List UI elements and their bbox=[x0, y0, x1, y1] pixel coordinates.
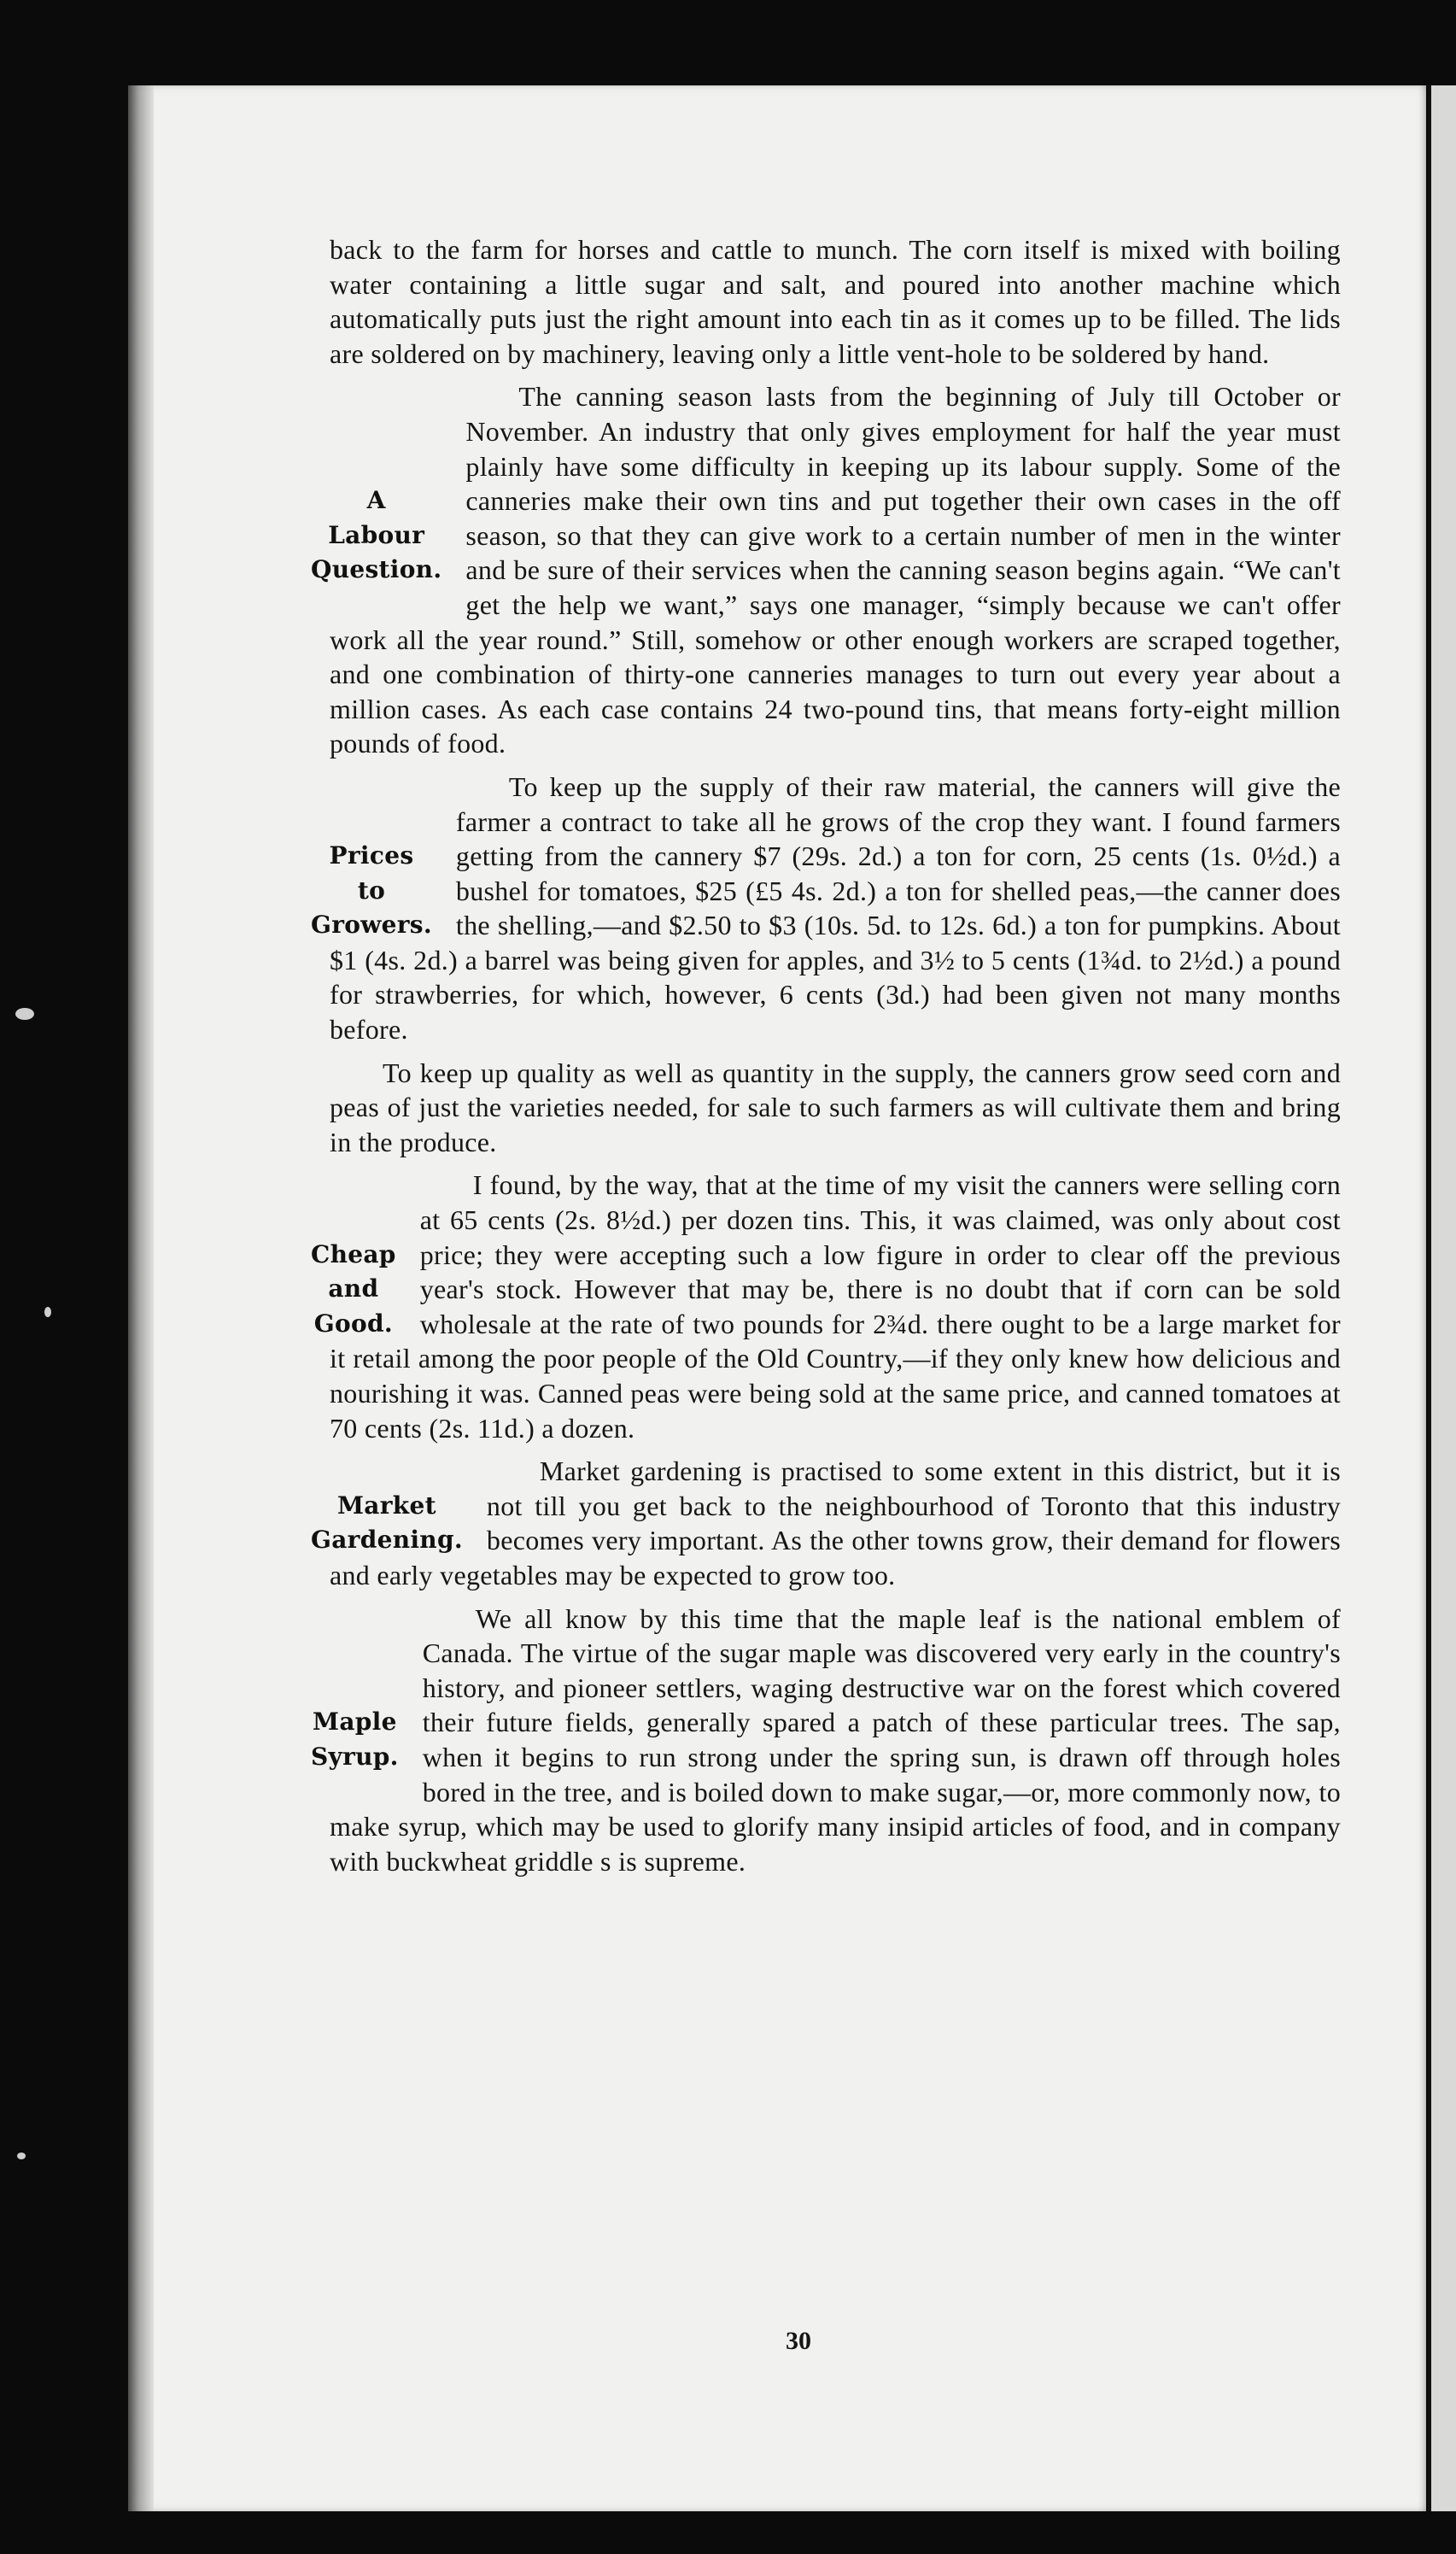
paragraph bbox=[311, 1454, 1341, 1592]
sidenote-market-gardening: Market Gardening. bbox=[311, 1491, 463, 1555]
page-binding-shadow bbox=[128, 85, 154, 2511]
sidenote-maple-syrup: Maple Syrup. bbox=[311, 1708, 399, 1771]
opposite-page-edge bbox=[1428, 85, 1456, 2511]
paragraph bbox=[311, 379, 1341, 761]
paragraph-text: The canning season lasts from the beginning of July till October or November. An industry that only gives employment for half the year must plainly have some difficulty in keeping up its labour supply. Some of the canneries make their own tins and put together their own cases in the off season, so that they can give work to a certain number of men in the winter and be sure of their services when the canning season begins again. “We can't get the help we want,” says one manager, “simply because we can't offer work all the year round.” Still, somehow or other enough workers are scraped together, and one combination of thirty-one canneries manages to turn out every year about a million cases. As each case contains 24 two-pound tins, that means forty-eight million pounds of food. bbox=[330, 381, 1341, 759]
paragraph-text: We all know by this time that the maple leaf is the national emblem of Canada. The virtue of the sugar maple was discovered very early in the country's history, and pioneer settlers, waging destructive war on the forest which covered their future fields, generally spared a patch of these particular trees. The sap, when it begins to run strong under the spring sun, is drawn off through holes bored in the tree, and is boiled down to make sugar,—or, more commonly now, to make syrup, which may be used to glorify many insipid articles of food, and in company with buckwheat griddle s is supreme. bbox=[330, 1602, 1341, 1877]
paragraph-text: To keep up the supply of their raw material, the canners will give the farmer a contract to take all he grows of the crop they want. I found farmers getting from the cannery $7 (29s. 2d.) a ton for corn, 25 cents (1s. 0½d.) a bushel for tomatoes, $25 (£5 4s. 2d.) a ton for shelled peas,—the canner does the shelling,—and $2.50 to $3 (10s. 5d. to 12s. 6d.) a ton for pumpkins. About $1 (4s. 2d.) a barrel was being given for apples, and 3½ to 5 cents (1¾d. to 2½d.) a pound for strawberries, for which, however, 6 cents (3d.) had been given not many months before. bbox=[330, 770, 1341, 1046]
paragraph bbox=[311, 770, 1341, 1047]
paragraph bbox=[311, 1168, 1341, 1445]
dust-speck bbox=[15, 1008, 34, 1020]
page-number: 30 bbox=[786, 2327, 811, 2355]
sidenote-prices-to-growers: Prices to Growers. bbox=[311, 841, 432, 940]
paragraph-text: Market gardening is practised to some extent in this district, but it is not till you get back to the neighbourhood of Toronto that this industry becomes very important. As the other towns grow, their demand for flowers and early vegetables may be expected to grow too. bbox=[330, 1456, 1341, 1590]
paragraph-text: I found, by the way, that at the time of my visit the canners were selling corn at 65 cents (2s. 8½d.) per dozen tins. This, it was claimed, was only about cost price; they were accepting such a low figure in order to clear off the previous year's stock. However that may be, there is no doubt that if corn can be sold wholesale at the rate of two pounds for 2¾d. there ought to be a large market for it retail among the poor people of the Old Country,—if they only knew how delicious and nourishing it was. Canned peas were being sold at the same price, and canned tomatoes at 70 cents (2s. 11d.) a dozen. bbox=[330, 1169, 1341, 1444]
paragraph: To keep up quality as well as quantity in the supply, the canners grow seed corn and peas of just the varieties needed, for sale to such farmers as will cultivate them and bring in the produce. bbox=[330, 1057, 1341, 1157]
sidenote-labour-question: A Labour Question. bbox=[311, 486, 442, 584]
sidenote-cheap-and-good: Cheap and Good. bbox=[311, 1239, 396, 1338]
body-text bbox=[311, 232, 1341, 1887]
paragraph: back to the farm for horses and cattle to munch. The corn itself is mixed with boiling water containing a little sugar and salt, and poured into another machine which automatically puts just the right amount into each tin as it comes up to be filled. The lids are soldered on by machinery, leaving only a little vent-hole to be soldered by hand. bbox=[330, 234, 1341, 369]
dust-speck bbox=[44, 1307, 51, 1317]
paragraph bbox=[311, 1602, 1341, 1879]
dust-speck bbox=[17, 2153, 26, 2159]
